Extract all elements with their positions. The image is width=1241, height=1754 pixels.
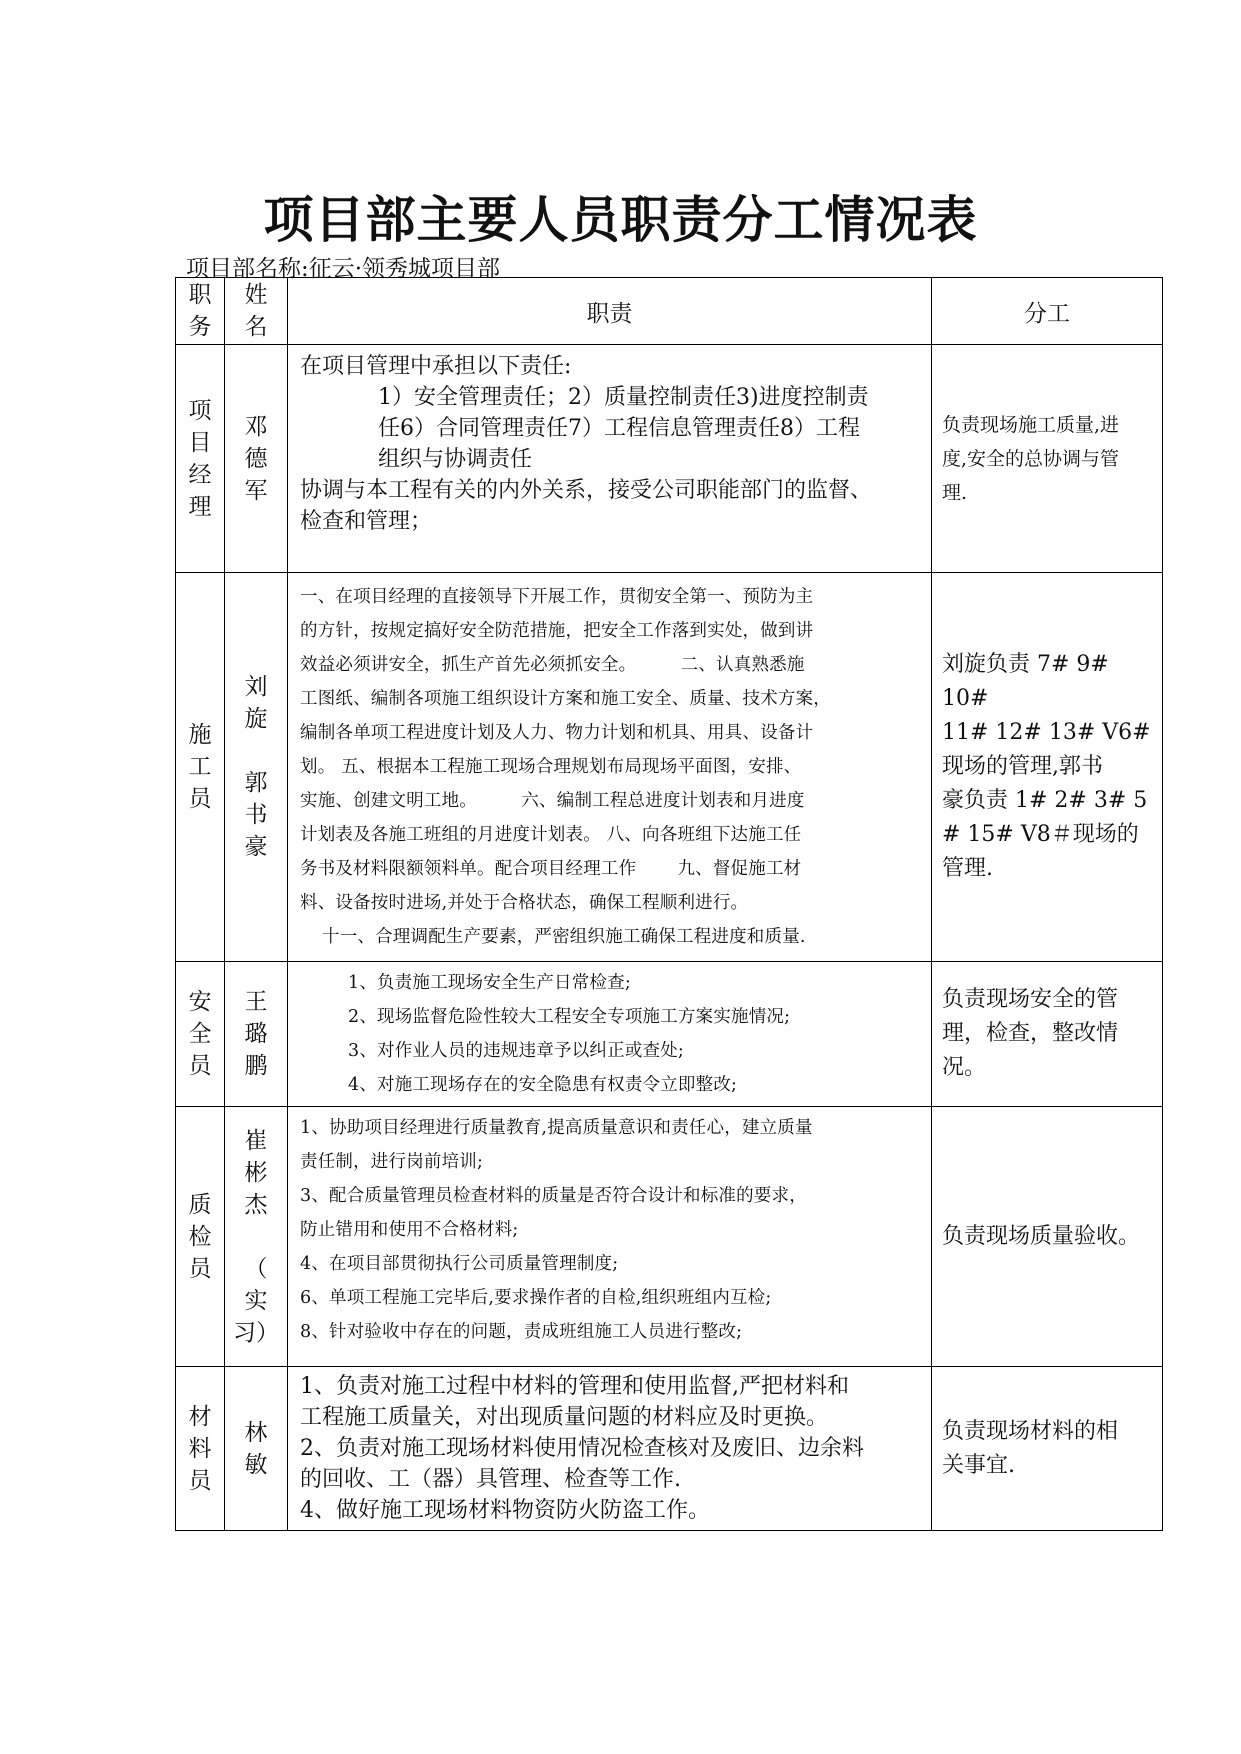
row-duty: [288, 962, 932, 1107]
table-row: [176, 573, 1163, 962]
table-row: [176, 345, 1163, 573]
duty-line: 划。 五、根据本工程施工现场合理规划布局现场平面图，安排、: [300, 757, 802, 777]
row-duty: [288, 345, 932, 573]
duty-line: 4、在项目部贯彻执行公司质量管理制度;: [300, 1254, 619, 1274]
duty-line: 在项目管理中承担以下责任:: [300, 354, 572, 379]
table-row: [176, 1107, 1163, 1367]
table-row: [176, 1367, 1163, 1531]
division-line: 负责现场材料的相: [942, 1418, 1119, 1444]
row-name: [225, 1367, 288, 1531]
division-line: 负责现场安全的管: [942, 987, 1119, 1012]
division-line: 况。: [942, 1055, 987, 1080]
header-name: [225, 278, 288, 345]
position-char: 全: [188, 1021, 212, 1047]
row-position: [176, 345, 225, 573]
duty-line: 十一、合理调配生产要素，严密组织施工确保工程进度和质量.: [322, 927, 806, 947]
duty-line: 6、单项工程施工完毕后,要求操作者的自检,组织班组内互检;: [300, 1288, 772, 1308]
row-position: [176, 573, 225, 962]
duty-line: 2、负责对施工现场材料使用情况检查核对及废旧、边余料: [300, 1436, 864, 1461]
duty-line: 的回收、工（器）具管理、检查等工作.: [300, 1467, 681, 1492]
division-line: 度,安全的总协调与管: [942, 447, 1120, 470]
duty-line: 1、负责对施工过程中材料的管理和使用监督,严把材料和: [300, 1374, 849, 1399]
division-line: 关事宜.: [942, 1452, 1015, 1478]
division-line: 管理.: [942, 856, 993, 881]
position-char: 员: [188, 1053, 212, 1079]
position-char: 经: [188, 461, 212, 488]
position-char: 施: [188, 722, 212, 748]
row-name: [225, 345, 288, 573]
name-char: 彬: [244, 1159, 268, 1186]
header-position-char: 职: [188, 282, 212, 308]
division-line: # 15# V8＃现场的: [942, 822, 1139, 847]
name-char: 郭: [244, 770, 268, 796]
position-char: 检: [188, 1223, 212, 1250]
header-position: [176, 278, 225, 345]
header-duty: 职责: [288, 278, 932, 345]
duty-line: 务书及材料限额领料单。配合项目经理工作 九、督促施工材: [300, 859, 802, 879]
name-char: （: [244, 1255, 268, 1282]
position-char: 员: [188, 786, 212, 812]
duty-line: 工图纸、编制各项施工组织设计方案和施工安全、质量、技术方案，: [300, 689, 831, 709]
header-name-char: 姓: [244, 282, 268, 308]
duty-line: 检查和管理；: [300, 509, 433, 534]
division-line: 理.: [942, 481, 968, 504]
division-line: 11# 12# 13# V6#: [942, 720, 1151, 745]
duty-line: 编制各单项工程进度计划及人力、物力计划和机具、用具、设备计: [300, 723, 814, 743]
row-position: [176, 1367, 225, 1531]
row-name: [225, 962, 288, 1107]
duty-line: 责任制，进行岗前培训;: [300, 1152, 484, 1172]
duty-line: 组织与协调责任: [378, 447, 533, 472]
duty-line: 4、对施工现场存在的安全隐患有权责令立即整改;: [348, 1075, 738, 1095]
name-char: 习）: [233, 1319, 279, 1346]
name-char: 鹏: [244, 1053, 268, 1079]
row-name: [225, 1107, 288, 1367]
row-duty: [288, 1367, 932, 1531]
duty-line: 防止错用和使用不合格材料;: [300, 1220, 519, 1240]
duty-line: 效益必须讲安全，抓生产首先必须抓安全。 二、认真熟悉施: [300, 655, 805, 675]
row-division: [932, 1107, 1163, 1367]
name-char: 林: [244, 1419, 268, 1446]
duty-line: 1、协助项目经理进行质量教育,提高质量意识和责任心，建立质量: [300, 1118, 813, 1138]
row-duty: [288, 1107, 932, 1367]
position-char: 料: [188, 1435, 212, 1462]
table-row: [176, 962, 1163, 1107]
name-char: 豪: [244, 834, 268, 860]
name-char: 璐: [244, 1021, 268, 1047]
duty-line: 8、针对验收中存在的问题，责成班组施工人员进行整改;: [300, 1322, 743, 1342]
position-char: 员: [188, 1467, 212, 1494]
division-line: 刘旋负责 7# 9# 10#: [942, 652, 1109, 711]
header-name-char: 名: [244, 314, 268, 340]
header-position-char: 务: [188, 314, 212, 340]
name-char: 崔: [244, 1127, 268, 1154]
row-duty: [288, 573, 932, 962]
row-position: [176, 962, 225, 1107]
name-char: 邓: [244, 413, 268, 440]
name-char: 旋: [244, 706, 268, 732]
row-division: [932, 345, 1163, 573]
duty-line: 实施、创建文明工地。 六、编制工程总进度计划表和月进度: [300, 791, 805, 811]
duty-line: 一、在项目经理的直接领导下开展工作，贯彻安全第一、预防为主: [300, 587, 814, 607]
duty-line: 3、对作业人员的违规违章予以纠正或查处;: [348, 1041, 685, 1061]
row-division: [932, 1367, 1163, 1531]
name-char: 德: [244, 445, 268, 472]
name-char: 杰: [244, 1191, 268, 1218]
position-char: 理: [188, 493, 212, 520]
duty-line: 3、配合质量管理员检查材料的质量是否符合设计和标准的要求，: [300, 1186, 807, 1206]
division-line: 豪负责 1# 2# 3# 5: [942, 788, 1148, 813]
row-name: [225, 573, 288, 962]
division-line: 现场的管理,郭书: [942, 754, 1103, 779]
duty-line: 1、负责施工现场安全生产日常检查;: [348, 973, 631, 993]
header-division: 分工: [932, 278, 1163, 345]
name-char: 书: [244, 802, 268, 828]
duty-line: 工程施工质量关，对出现质量问题的材料应及时更换。: [300, 1405, 829, 1430]
page-title: 项目部主要人员职责分工情况表: [263, 191, 978, 249]
position-char: 员: [188, 1255, 212, 1282]
duty-line: 协调与本工程有关的内外关系，接受公司职能部门的监督、: [300, 478, 873, 503]
duty-line: 料、设备按时进场,并处于合格状态，确保工程顺利进行。: [300, 893, 749, 913]
name-char: 实: [244, 1287, 268, 1314]
duty-line: 的方针，按规定搞好安全防范措施，把安全工作落到实处，做到讲: [300, 621, 814, 641]
position-char: 目: [188, 429, 212, 456]
position-char: 工: [188, 754, 212, 780]
position-char: 项: [188, 397, 212, 424]
row-position: [176, 1107, 225, 1367]
division-line: 理，检查，整改情: [942, 1021, 1119, 1046]
name-char: 王: [244, 989, 268, 1015]
duty-line: 计划表及各施工班组的月进度计划表。 八、向各班组下达施工任: [300, 825, 802, 845]
name-char: 军: [244, 477, 268, 504]
division-line: 负责现场施工质量,进: [942, 413, 1120, 436]
position-char: 材: [188, 1403, 212, 1430]
row-division: [932, 962, 1163, 1107]
table-header-row: [176, 278, 1163, 345]
duty-table: [175, 277, 1163, 1531]
name-char: 敏: [244, 1451, 268, 1478]
duty-line: 2、现场监督危险性较大工程安全专项施工方案实施情况;: [348, 1007, 791, 1027]
name-char: 刘: [244, 674, 268, 700]
name-spacer: [225, 1221, 287, 1253]
position-char: 安: [188, 989, 212, 1015]
position-char: 质: [188, 1191, 212, 1218]
row-division: [932, 573, 1163, 962]
duty-line: 4、做好施工现场材料物资防火防盗工作。: [300, 1498, 710, 1523]
name-spacer: [225, 735, 287, 767]
duty-line: 1）安全管理责任；2）质量控制责任3)进度控制责: [378, 385, 869, 410]
project-name: 项目部名称:征云·领秀城项目部: [186, 256, 501, 282]
division-line: 负责现场质量验收。: [942, 1223, 1141, 1249]
duty-line: 任6）合同管理责任7）工程信息管理责任8）工程: [378, 416, 860, 441]
